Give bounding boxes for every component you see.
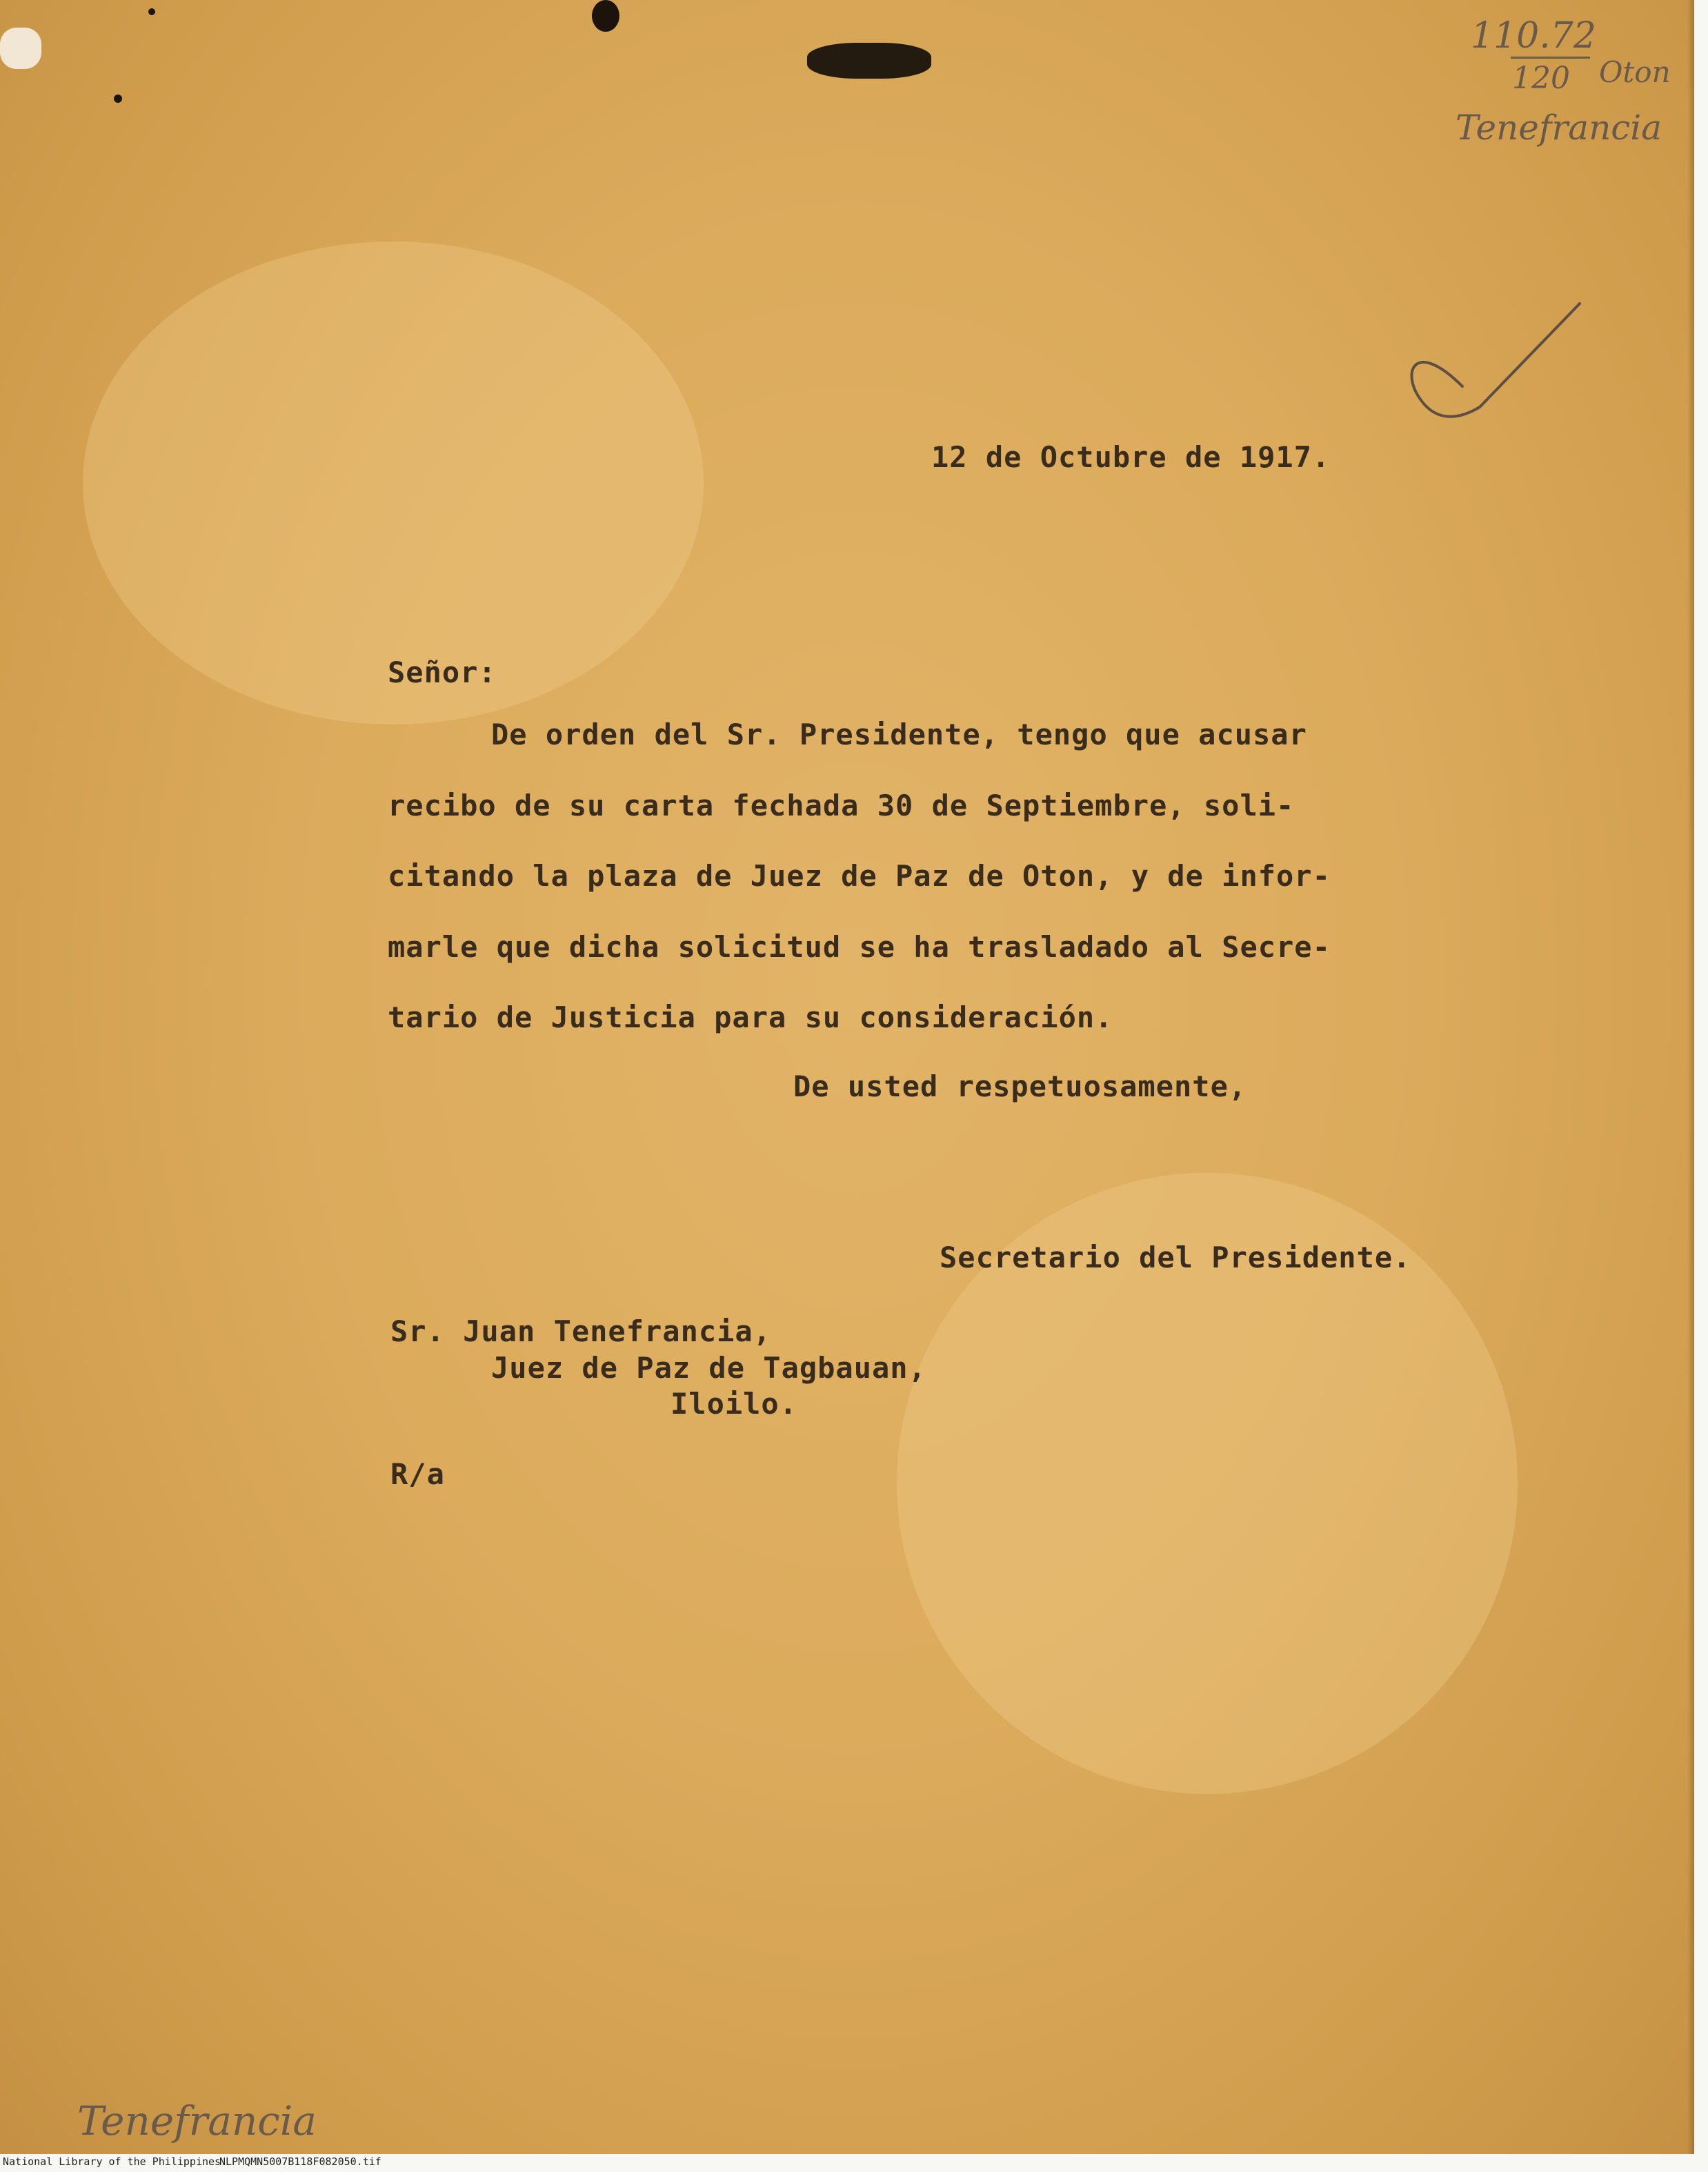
footer-library: National Library of the Philippines (3, 2155, 221, 2168)
letter-body-line: citando la plaza de Juez de Paz de Oton, y de infor- (388, 859, 1331, 893)
letter-closing: De usted respetuosamente, (793, 1069, 1247, 1103)
ink-blot (592, 0, 619, 32)
ink-dot (114, 95, 122, 103)
typist-initials: R/a (390, 1457, 445, 1491)
page-edge-shadow (1687, 0, 1694, 2154)
addressee-position: Juez de Paz de Tagbauan, (491, 1351, 926, 1385)
paper-tear (0, 28, 41, 69)
letter-date: 12 de Octubre de 1917. (931, 440, 1331, 474)
paper-stain (83, 241, 704, 724)
annotation-place: Oton (1599, 55, 1671, 89)
footer-filename: NLPMQMN5007B118F082050.tif (219, 2155, 381, 2168)
letter-signature-title: Secretario del Presidente. (940, 1241, 1411, 1274)
annotation-bottom-name: Tenefrancia (77, 2097, 317, 2144)
letter-salutation: Señor: (388, 655, 497, 689)
letter-body-line: recibo de su carta fechada 30 de Septiembre, soli- (388, 789, 1295, 822)
letter-body-line: marle que dicha solicitud se ha trasladado al Secre- (388, 930, 1331, 964)
scan-margin-right (1694, 0, 1708, 2172)
annotation-name: Tenefrancia (1456, 108, 1662, 148)
letter-body-line: De orden del Sr. Presidente, tengo que acusar (491, 718, 1307, 751)
annotation-number: 110.72 (1471, 15, 1596, 57)
check-mark-icon (1387, 297, 1593, 428)
ink-smudge (807, 43, 931, 79)
letter-body-line: tario de Justicia para su consideración. (388, 1000, 1113, 1034)
annotation-fraction: 120 (1512, 61, 1570, 96)
fraction-bar (1511, 57, 1590, 59)
ink-dot (148, 8, 155, 15)
addressee-name: Sr. Juan Tenefrancia, (390, 1314, 772, 1348)
addressee-place: Iloilo. (671, 1387, 798, 1421)
